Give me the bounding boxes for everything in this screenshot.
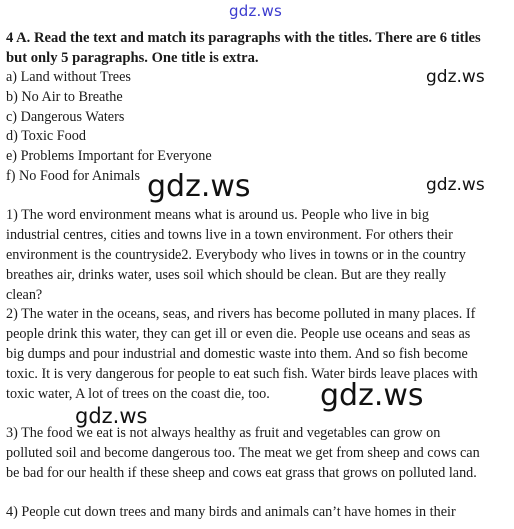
watermark-small-lower: gdz.ws [75,404,148,428]
watermark-right-1: gdz.ws [426,67,485,87]
watermark-large-1: gdz.ws [147,169,251,204]
title-option-e: e) Problems Important for Everyone [6,148,212,164]
title-option-a: a) Land without Trees [6,69,131,85]
paragraph-3-line-2: polluted soil and become dangerous too. The meat we get from sheep and cows can [6,445,480,461]
title-option-d: d) Toxic Food [6,128,86,144]
paragraph-1-line-4: breathes air, drinks water, uses soil which should be clean. But are they really [6,267,447,283]
task-instruction-line-2: but only 5 paragraphs. One title is extra. [6,50,259,66]
paragraph-1-line-1: 1) The word environment means what is around us. People who live in big [6,207,429,223]
paragraph-4-line-1: 4) People cut down trees and many birds and animals can’t have homes in their [6,504,456,520]
paragraph-1-line-5: clean? [6,287,43,303]
paragraph-2-line-4: toxic. It is very dangerous for people to eat such fish. Water birds leave places with [6,366,478,382]
title-option-c: c) Dangerous Waters [6,109,125,125]
paragraph-2-line-5: toxic water, A lot of trees on the coast die, too. [6,386,270,402]
paragraph-1-line-2: industrial centres, cities and towns live in a town environment. For others their [6,227,453,243]
paragraph-2-line-1: 2) The water in the oceans, seas, and rivers has become polluted in many places. If [6,306,476,322]
watermark-right-2: gdz.ws [426,175,485,195]
title-option-f: f) No Food for Animals [6,168,140,184]
paragraph-3-line-3: be bad for our health if these sheep and cows eat grass that grows on polluted land. [6,465,477,481]
title-option-b: b) No Air to Breathe [6,89,123,105]
paragraph-2-line-2: people drink this water, they can get ill or even die. People use oceans and seas as [6,326,471,342]
paragraph-1-line-3: environment is the countryside2. Everybody who lives in towns or in the country [6,247,466,263]
paragraph-2-line-3: big dumps and pour industrial and domestic waste into them. And so fish become [6,346,468,362]
task-instruction-line-1: 4 A. Read the text and match its paragraphs with the titles. There are 6 titles [6,30,481,46]
watermark-large-2: gdz.ws [320,378,424,413]
watermark-top: gdz.ws [229,2,282,20]
paragraph-3-line-1: 3) The food we eat is not always healthy as fruit and vegetables can grow on [6,425,441,441]
